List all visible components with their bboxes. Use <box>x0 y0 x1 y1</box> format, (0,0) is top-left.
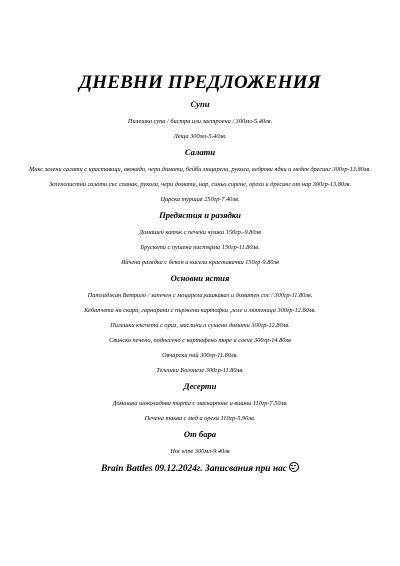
menu-item: Яйчена разядка с бекон и кисели краставички 150гр-9.80лв <box>121 259 279 266</box>
menu-item: Печена тиква с мед и орехи 110гр-5.90лв. <box>144 415 256 422</box>
menu-item: Свинско печено, поднесено с картофено пюре и сосче 300гр-14.80лв <box>109 337 291 344</box>
menu-item: Пилешка супа / бистра или застроена / 300мл-5.40лв. <box>127 118 273 125</box>
section-heading: От бара <box>183 429 217 439</box>
section-heading: Супи <box>190 99 210 109</box>
page-title: ДНЕВНИ ПРЕДЛОЖЕНИЯ <box>79 72 321 93</box>
section-heading: Основни ястия <box>170 273 230 283</box>
smiley-icon <box>289 462 299 472</box>
menu-item: Hot wine 300мл-9.40лв <box>170 448 230 455</box>
section-heading: Предястия и разядки <box>159 210 241 220</box>
section-salads <box>28 147 372 204</box>
menu-content <box>28 99 372 475</box>
menu-item: Овчарски пай 300гр-11.80лв. <box>162 352 238 359</box>
section-desserts <box>28 381 372 423</box>
event-announcement-text: Brain Battles 09.12.2024г. Записвания при нас <box>101 464 287 474</box>
section-heading: Салати <box>184 147 216 157</box>
menu-item: Пилешки късчета с ориз, маслини и сушени домати 300гр-12.80лв. <box>110 322 290 329</box>
menu-item: Царска туршия 250гр-7.40лв. <box>160 196 240 203</box>
menu-item: Телешки Болонезе 300гр-11.80лв. <box>156 367 244 374</box>
menu-item: Домашна шоколадова торта с маскарпоне и вишни 110гр-7.50лв. <box>112 400 288 407</box>
menu-item: Брускети с пушена пастърма 150гр-11.80лв. <box>140 244 260 251</box>
menu-item: Домашен катък с печени чушки 150гр.-9.80лв <box>139 229 261 236</box>
section-heading: Десерти <box>183 381 217 391</box>
section-soups <box>28 99 372 141</box>
menu-item: Зеленолистни салати със спанак, рукола, чери домати, нар, синьо сирене, орехи и дресинг от нар 300гр-13.80лв. <box>48 181 352 188</box>
section-main-courses <box>28 273 372 375</box>
menu-item: Микс зелени салати с краставици, авокадо, чери домати, бейби моцарела, рукола, кедрови ядки и меден дресинг 300гр-13.80лв. <box>29 166 371 173</box>
event-announcement <box>28 462 372 475</box>
menu-item: Кебапчета на скара, гарнирани с пържени картофки ,леле и лютеница 300гр-12.80лв. <box>84 307 316 314</box>
menu-item: Леща 300мл-5.40лв. <box>173 133 227 140</box>
section-starters <box>28 210 372 267</box>
section-bar <box>28 429 372 456</box>
menu-item: Патладжан Ветрило / запечен с моцарела,кашкавал и доматен сос / 300гр-11.80лв. <box>87 292 313 299</box>
